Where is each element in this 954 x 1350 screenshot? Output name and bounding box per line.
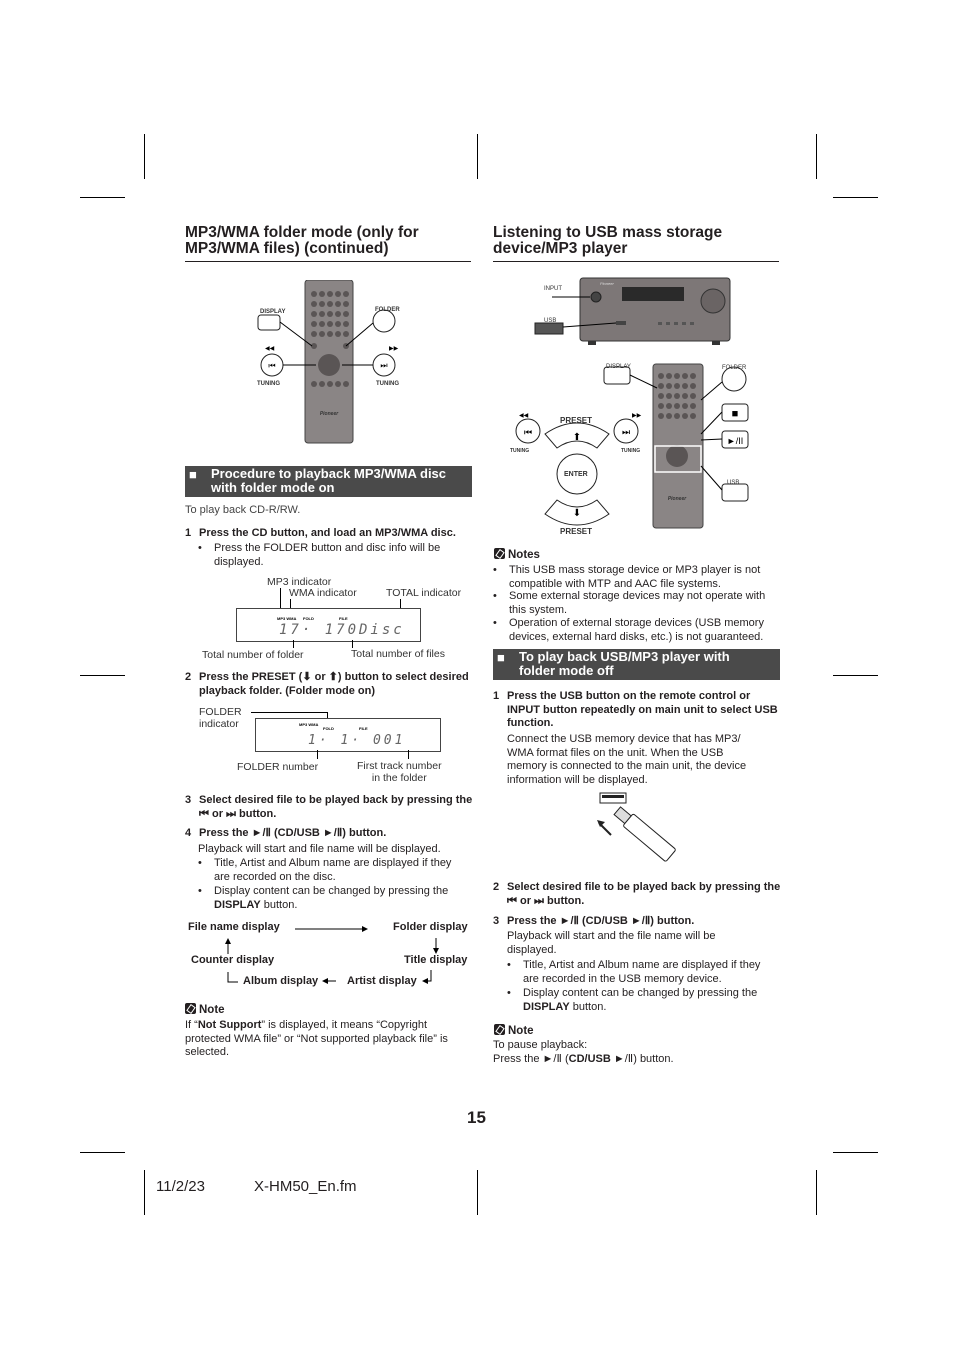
- play-pause-icon: ►/Ⅱ: [630, 915, 651, 927]
- remote-label-preset-bottom: PRESET: [560, 527, 593, 536]
- remote-label-display-r: DISPLAY: [606, 364, 631, 370]
- lcd-small-label: MP3 WMA: [299, 722, 319, 727]
- total-indicator-label: TOTAL indicator: [386, 587, 462, 599]
- svg-text:Pioneer: Pioneer: [319, 411, 339, 417]
- right-heading: [493, 225, 722, 257]
- right-step3-text: [507, 930, 782, 957]
- square-icon: ■: [497, 650, 505, 665]
- step-number: 2: [185, 671, 192, 683]
- step-number: 1: [185, 527, 192, 539]
- note-text: this system.: [509, 603, 568, 616]
- step-text: Press the USB button on the remote control or: [507, 690, 751, 702]
- bullet: •: [493, 590, 497, 602]
- bullet: •: [198, 885, 202, 897]
- folder-indicator-label: [199, 706, 242, 730]
- step-body: memory is connected to the main unit, the device: [507, 760, 747, 772]
- note-icon: [494, 548, 505, 559]
- right-note-text: [493, 1039, 783, 1066]
- flow-counter: Counter display: [191, 954, 275, 966]
- bullet-text: Title, Artist and Album name are displayed if they: [214, 857, 452, 869]
- first-track-label: [357, 760, 442, 784]
- svg-text:⏮: ⏮: [523, 427, 533, 437]
- step4-text: Playback will start and file name will be displayed.: [198, 843, 441, 855]
- note-text: Operation of external storage devices (USB memory: [509, 617, 764, 629]
- crop-mark: [833, 197, 878, 198]
- step-text: INPUT button repeatedly on main unit to select USB: [507, 703, 778, 716]
- wma-indicator-label: WMA indicator: [289, 587, 357, 599]
- step-text: ) button.: [342, 827, 387, 839]
- svg-text:▶▶: ▶▶: [389, 346, 399, 352]
- remote-label-enter: ENTER: [564, 471, 588, 478]
- remote-label-usb-r: USB: [727, 480, 740, 486]
- lcd-small-label: MP3 WMA: [277, 616, 297, 621]
- procedure-band-line1: Procedure to playback MP3/WMA disc: [211, 466, 447, 481]
- note-heading-text: Note: [508, 1025, 534, 1037]
- svg-text:◀◀: ◀◀: [519, 413, 529, 419]
- note-heading-text: Notes: [508, 549, 540, 561]
- crop-mark: [833, 675, 878, 676]
- right-heading-line1: Listening to USB mass storage: [493, 224, 723, 241]
- right-notes-heading: [494, 548, 540, 561]
- lcd-small-label: FOLD: [323, 726, 334, 731]
- svg-text:Pioneer: Pioneer: [667, 496, 687, 502]
- bullet: •: [493, 564, 497, 576]
- lcd-small-label: FILE: [339, 616, 348, 621]
- crop-mark: [816, 1170, 817, 1215]
- right-heading-rule: [493, 261, 779, 262]
- flow-artist: Artist display: [347, 975, 417, 987]
- usb-band-line1: To play back USB/MP3 player with: [519, 649, 730, 664]
- remote-label-display: DISPLAY: [260, 309, 286, 315]
- unit-label-input: INPUT: [544, 286, 562, 292]
- usb-stick-illustration: [595, 790, 685, 872]
- step-text: (CD/USB: [582, 915, 628, 927]
- crop-mark: [80, 1152, 125, 1153]
- procedure-band: [185, 466, 472, 497]
- note-heading-text: Note: [199, 1004, 225, 1016]
- bullet: •: [507, 959, 511, 971]
- step-body: WMA format files on the unit. When the USB: [507, 746, 724, 759]
- note-text: Some external storage devices may not operate with: [509, 590, 766, 602]
- note-text: Press the: [493, 1052, 540, 1065]
- indicator-line: [352, 640, 353, 648]
- folder-number-label: FOLDER number: [237, 761, 319, 773]
- left-heading: [185, 225, 419, 257]
- step-body: displayed.: [507, 943, 557, 956]
- step-body: Playback will start and the file name will be: [507, 930, 716, 942]
- note-icon: [185, 1003, 196, 1014]
- step-text: button.: [239, 807, 277, 820]
- svg-text:►/II: ►/II: [726, 436, 744, 446]
- svg-text:⏭: ⏭: [380, 361, 388, 370]
- lcd-display-1: [236, 608, 421, 642]
- arrow-up-icon: ⬆: [328, 671, 338, 683]
- step-text: (CD/USB: [274, 827, 320, 839]
- step-text: Press the: [507, 915, 557, 927]
- indicator-line: [408, 750, 409, 759]
- label-line: indicator: [199, 718, 239, 730]
- step-text: ) button.: [650, 915, 695, 927]
- bullet-text: are recorded in the USB memory device.: [523, 972, 722, 985]
- bullet-text: Display content can be changed by pressing the: [523, 987, 758, 999]
- remote-label-folder: FOLDER: [375, 307, 400, 313]
- svg-text:⏭: ⏭: [621, 427, 631, 437]
- note-text-bold: Not Support: [197, 1019, 262, 1031]
- bullet-text: are recorded on the disc.: [214, 870, 336, 883]
- right-heading-line2: device/MP3 player: [493, 240, 628, 257]
- arrow-down-icon: ⬇: [302, 671, 312, 683]
- note-text: ” is displayed, it means “Copyright: [261, 1019, 428, 1031]
- usb-band-line2: folder mode off: [519, 663, 614, 678]
- step-text: ) button to select desired: [337, 671, 469, 683]
- left-heading-line2: MP3/WMA files) (continued): [185, 240, 389, 257]
- lcd-small-label: FILE: [359, 726, 368, 731]
- step-body: information will be displayed.: [507, 773, 648, 786]
- play-pause-icon: ►/Ⅱ: [613, 1052, 634, 1065]
- step-number: 2: [493, 881, 500, 893]
- label-line: FOLDER: [199, 706, 242, 718]
- step-text: Press the CD button, and load an MP3/WMA disc.: [199, 527, 456, 539]
- note-text: (: [564, 1052, 569, 1065]
- note-text: compatible with MTP and AAC file systems.: [509, 577, 721, 590]
- prev-icon: ⏮: [507, 894, 517, 907]
- crop-mark: [477, 134, 478, 179]
- indicator-line: [280, 588, 281, 609]
- step-text: or: [519, 894, 531, 907]
- svg-text:⬆: ⬆: [572, 432, 582, 443]
- step-text: button.: [547, 894, 585, 907]
- mp3-indicator-label: MP3 indicator: [267, 576, 332, 588]
- lcd-segment-text: 1· 1· 001: [308, 733, 406, 748]
- play-pause-icon: ►/Ⅱ: [251, 827, 271, 839]
- left-note-text: [185, 1019, 475, 1060]
- note-text: To pause playback:: [493, 1039, 588, 1051]
- play-pause-icon: ►/Ⅱ: [542, 1052, 562, 1065]
- bullet-text: displayed.: [214, 555, 264, 568]
- remote-label-tuning-right: TUNING: [376, 381, 399, 387]
- svg-text:■: ■: [731, 408, 739, 420]
- note-text: If “: [185, 1019, 198, 1031]
- crop-mark: [833, 1152, 878, 1153]
- page-number: 15: [467, 1108, 486, 1127]
- crop-mark: [144, 134, 145, 179]
- total-files-label: Total number of files: [351, 648, 445, 660]
- flow-file-name: File name display: [188, 921, 280, 933]
- footer-date: 11/2/23: [156, 1178, 205, 1195]
- step-text: function.: [507, 717, 554, 729]
- bullet-text: button.: [263, 898, 298, 911]
- step-text: Select desired file to be played back by pressing the: [199, 794, 473, 806]
- crop-mark: [816, 134, 817, 179]
- step-text: playback folder. (Folder mode on): [199, 684, 376, 697]
- lcd-small-label: FOLD: [303, 616, 314, 621]
- bullet: •: [507, 987, 511, 999]
- crop-mark: [144, 1170, 145, 1215]
- step-number: 3: [493, 915, 500, 927]
- crop-mark: [80, 197, 125, 198]
- flow-title: Title display: [404, 954, 468, 966]
- step-number: 1: [493, 690, 500, 702]
- lcd-segment-text: 17· 170Disc: [279, 622, 405, 638]
- note-text: devices, external hard disks, etc.) is not guaranteed.: [509, 630, 764, 643]
- svg-text:Pioneer: Pioneer: [600, 281, 614, 286]
- next-icon: ⏭: [534, 894, 544, 907]
- bullet-text: Press the FOLDER button and disc info will be: [214, 542, 441, 554]
- step-text: Press the PRESET (: [199, 671, 303, 683]
- note-text: protected WMA file” or “Not supported playback file” is: [185, 1032, 448, 1045]
- bullet: •: [198, 857, 202, 869]
- svg-text:⬇: ⬇: [572, 508, 582, 519]
- remote-label-preset-top: PRESET: [560, 416, 593, 425]
- step-number: 4: [185, 827, 192, 839]
- step-text: Select desired file to be played back by pressing the: [507, 881, 781, 893]
- crop-mark: [477, 1170, 478, 1215]
- procedure-band-line2: with folder mode on: [211, 480, 335, 495]
- step-text: or: [314, 671, 326, 683]
- bullet-text: button.: [572, 1000, 607, 1013]
- note-text: selected.: [185, 1046, 230, 1058]
- crop-mark: [80, 675, 125, 676]
- remote-label-tuning-right-r: TUNING: [621, 448, 641, 454]
- bullet: •: [493, 617, 497, 629]
- step-text: Press the: [199, 827, 249, 839]
- left-heading-line1: MP3/WMA folder mode (only for: [185, 224, 419, 241]
- svg-text:◀◀: ◀◀: [265, 346, 275, 352]
- flow-arrows: [180, 918, 480, 998]
- indicator-line: [317, 750, 318, 759]
- remote-label-tuning-left: TUNING: [257, 381, 280, 387]
- left-note-heading: [185, 1003, 225, 1016]
- square-icon: ■: [189, 467, 197, 482]
- intro-text: To play back CD-R/RW.: [185, 504, 301, 516]
- indicator-line: [251, 712, 328, 713]
- play-pause-icon: ►/Ⅱ: [559, 915, 579, 927]
- lcd-display-2: [255, 718, 441, 752]
- next-icon: ⏭: [226, 807, 236, 820]
- remote-label-folder-r: FOLDER: [722, 365, 747, 371]
- unit-label-usb: USB: [544, 318, 557, 324]
- step-number: 3: [185, 794, 192, 806]
- svg-text:⏮: ⏮: [268, 361, 276, 370]
- step-text: or: [211, 807, 223, 820]
- play-pause-icon: ►/Ⅱ: [322, 827, 343, 839]
- remote-label-tuning-left-r: TUNING: [510, 448, 530, 454]
- bullet-text-bold: DISPLAY: [214, 898, 261, 911]
- bullet-text: Display content can be changed by pressing the: [214, 885, 449, 897]
- label-line: First track number: [357, 760, 442, 772]
- label-line: in the folder: [371, 772, 427, 784]
- note-text: ) button.: [633, 1052, 674, 1065]
- bullet-text-bold: DISPLAY: [523, 1000, 570, 1013]
- right-note-heading: [494, 1024, 534, 1037]
- usb-band: [493, 649, 780, 680]
- svg-text:▶▶: ▶▶: [632, 413, 642, 419]
- note-icon: [494, 1024, 505, 1035]
- bullet-text: Title, Artist and Album name are displayed if they: [523, 959, 761, 971]
- total-folder-label: Total number of folder: [202, 649, 304, 661]
- right-step1-text: [507, 733, 782, 787]
- indicator-line: [293, 640, 294, 648]
- left-heading-rule: [185, 261, 471, 262]
- flow-folder: Folder display: [393, 921, 468, 933]
- flow-album: Album display: [243, 975, 319, 987]
- note-text: This USB mass storage device or MP3 player is not: [509, 564, 761, 576]
- bullet: •: [198, 542, 202, 554]
- prev-icon: ⏮: [199, 807, 209, 820]
- step-body: Connect the USB memory device that has MP3/: [507, 733, 741, 745]
- note-text-bold: CD/USB: [568, 1052, 611, 1065]
- footer-filename: X-HM50_En.fm: [254, 1178, 357, 1195]
